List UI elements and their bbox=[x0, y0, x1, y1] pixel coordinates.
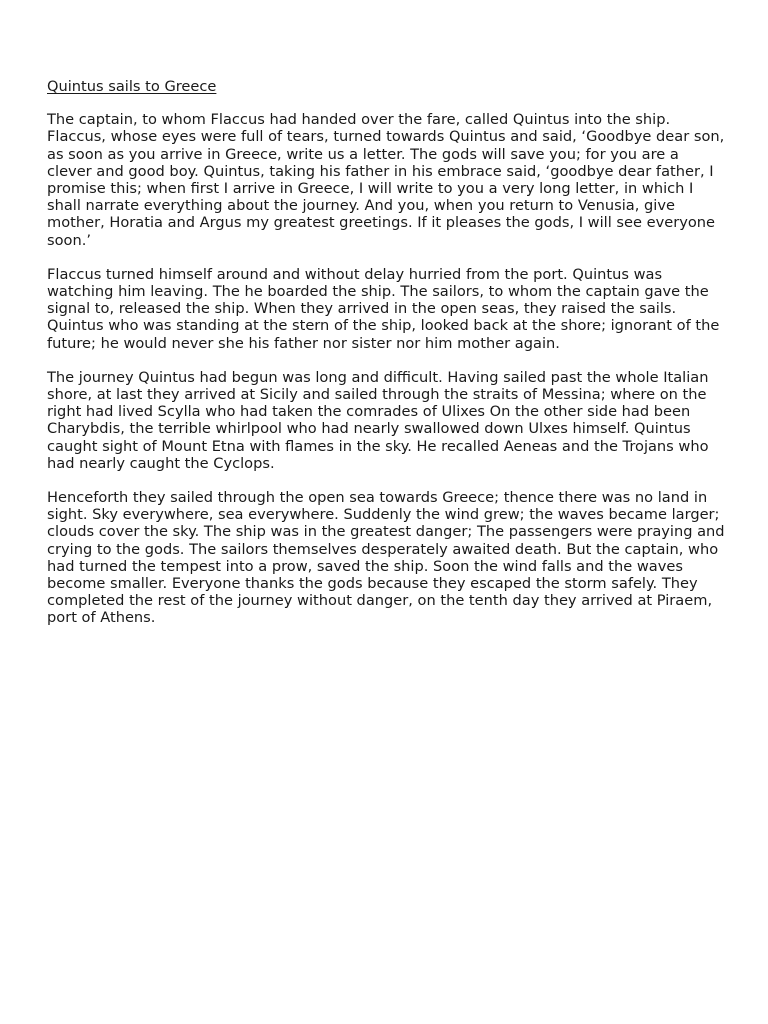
document-body bbox=[47, 78, 727, 644]
paragraph: The journey Quintus had begun was long and difficult. Having sailed past the whole Italian shore, at last they arrived at Sicily and sailed through the straits of Messina; where on the right had lived Scylla who had taken the comrades of Ulixes On the other side had been Charybdis, the terrible whirlpool who had nearly swallowed down Ulxes himself. Quintus caught sight of Mount Etna with flames in the sky. He recalled Aeneas and the Trojans who had nearly caught the Cyclops. bbox=[47, 368, 709, 472]
paragraph: Flaccus turned himself around and without delay hurried from the port. Quintus was watching him leaving. The he boarded the ship. The sailors, to whom the captain gave the signal to, released the ship. When they arrived in the open seas, they raised the sails. Quintus who was standing at the stern of the ship, looked back at the shore; ignorant of the future; he would never she his father nor sister nor him mother again. bbox=[47, 265, 720, 352]
document-title: Quintus sails to Greece bbox=[47, 78, 217, 95]
paragraph: Henceforth they sailed through the open sea towards Greece; thence there was no land in sight. Sky everywhere, sea everywhere. Suddenly the wind grew; the waves became larger; clouds cover the sky. The ship was in the greatest danger; The passengers were praying and crying to the gods. The sailors themselves desperately awaited death. But the captain, who had turned the tempest into a prow, saved the ship. Soon the wind falls and the waves become smaller. Everyone thanks the gods because they escaped the storm safely. They completed the rest of the journey without danger, on the tenth day they arrived at Piraem, port of Athens. bbox=[47, 489, 725, 627]
paragraph: The captain, to whom Flaccus had handed over the fare, called Quintus into the ship. Flaccus, whose eyes were full of tears, turned towards Quintus and said, ‘Goodbye dear son, as soon as you arrive in Greece, write us a letter. The gods will save you; for you are a clever and good boy. Quintus, taking his father in his embrace said, ‘goodbye dear father, I promise this; when first I arrive in Greece, I will write to you a very long letter, in which I shall narrate everything about the journey. And you, when you return to Venusia, give mother, Horatia and Argus my greatest greetings. If it pleases the gods, I will see everyone soon.’ bbox=[47, 111, 725, 249]
